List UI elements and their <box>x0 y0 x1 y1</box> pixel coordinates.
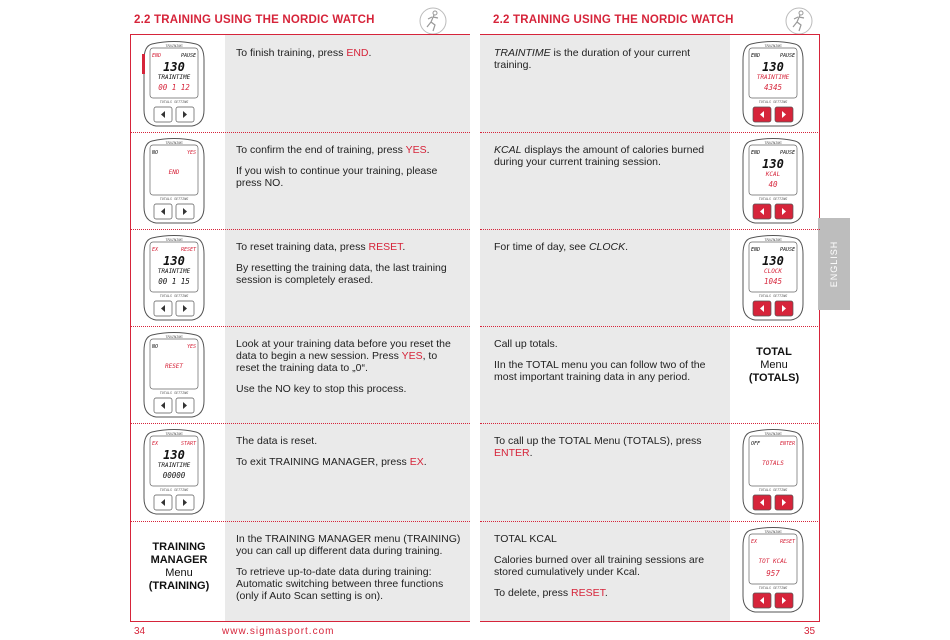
instruction-paragraph <box>236 533 462 557</box>
runner-icon <box>418 6 448 36</box>
menu-label-line: TOTAL <box>756 346 792 358</box>
instruction-text <box>236 435 462 477</box>
text-run: . <box>625 241 629 253</box>
text-run: To finish training, press <box>236 47 347 59</box>
text-run: To reset training data, press <box>236 241 369 253</box>
row-divider <box>130 132 470 133</box>
watch-bottom-value: 00 1 12 <box>158 83 190 92</box>
watch-top-label: TRAINING <box>165 44 183 48</box>
instruction-paragraph <box>236 165 462 189</box>
watch-right-label: YES <box>186 344 196 350</box>
instruction-paragraph <box>236 435 462 447</box>
watch-mid-label: TOT KCAL <box>758 558 788 565</box>
text-run: . <box>426 144 430 156</box>
watch-right-label: ENTER <box>779 441 795 447</box>
watch-right-label: PAUSE <box>180 53 196 59</box>
key-name: EX <box>409 456 424 468</box>
watch-mid-label: TOTALS <box>762 460 784 467</box>
watch-mid-label: CLOCK <box>763 268 783 275</box>
key-name: ENTER <box>494 447 530 459</box>
text-run: For time of day, see <box>494 241 589 253</box>
text-run: is the duration of your current training. <box>494 47 691 71</box>
instruction-paragraph <box>494 359 720 383</box>
key-name: YES <box>405 144 427 156</box>
watch-big-value: 130 <box>163 448 185 462</box>
text-run: , to reset the training data to „0“. <box>236 350 438 374</box>
watch-big-value: 130 <box>762 60 784 74</box>
watch-big-value: 130 <box>762 157 784 171</box>
watch-footer-label: TOTALS SETTING <box>159 488 189 492</box>
watch-right-label: RESET <box>779 539 795 545</box>
instruction-text <box>236 338 462 404</box>
watch-left-label: END <box>751 53 761 59</box>
watch-display <box>741 526 805 614</box>
text-run: To retrieve up-to-date data during training: Automatic switching between three functions (only if Auto Scan setting is on). <box>236 566 444 602</box>
text-run: . <box>368 47 372 59</box>
menu-label <box>734 346 814 385</box>
watch-mid-label: KCAL <box>765 171 781 178</box>
instruction-paragraph <box>494 241 720 253</box>
watch-top-label: TRAINING <box>165 238 183 242</box>
text-run: Call up totals. <box>494 338 558 350</box>
watch-display <box>142 331 206 419</box>
text-run: If you wish to continue your training, please press NO. <box>236 165 438 189</box>
row-divider <box>130 521 470 522</box>
row-divider <box>480 132 820 133</box>
watch-mid-label: TRAINTIME <box>756 74 790 81</box>
watch-left-label: EX <box>152 441 159 447</box>
text-run: In the TRAINING MANAGER menu (TRAINING) you can call up different data during training. <box>236 533 461 557</box>
instruction-paragraph <box>236 338 462 374</box>
watch-footer-label: TOTALS SETTING <box>758 586 788 590</box>
watch-bottom-value: 40 <box>768 180 778 189</box>
text-run: IIn the TOTAL menu you can follow two of the most important training data in any period. <box>494 359 706 383</box>
watch-top-label: TRAINING <box>764 432 782 436</box>
instruction-text <box>494 47 720 80</box>
watch-footer-label: TOTALS SETTING <box>159 100 189 104</box>
menu-label-line: TRAINING <box>152 541 206 553</box>
watch-bottom-value: 1045 <box>763 277 783 286</box>
watch-display <box>142 40 206 128</box>
instruction-paragraph <box>236 47 462 59</box>
watch-footer-label: TOTALS SETTING <box>758 488 788 492</box>
instruction-paragraph <box>494 435 720 459</box>
row-divider <box>480 229 820 230</box>
menu-label-line: Menu <box>760 359 788 371</box>
row-divider <box>130 229 470 230</box>
instruction-paragraph <box>494 554 720 578</box>
watch-left-label: END <box>751 150 761 156</box>
instruction-paragraph <box>494 144 720 168</box>
watch-left-label: END <box>152 53 162 59</box>
watch-right-label: START <box>180 441 196 447</box>
watch-bottom-value: 957 <box>766 569 780 578</box>
watch-right-label: PAUSE <box>779 53 795 59</box>
instruction-paragraph <box>494 338 720 350</box>
watch-top-label: TRAINING <box>764 44 782 48</box>
watch-mid-label: RESET <box>164 363 184 370</box>
instruction-text <box>494 338 720 392</box>
row-divider <box>130 326 470 327</box>
right-page-number: 35 <box>804 626 816 637</box>
watch-right-label: PAUSE <box>779 247 795 253</box>
text-run: To delete, press <box>494 587 572 599</box>
row-divider <box>480 521 820 522</box>
watch-right-label: YES <box>186 150 196 156</box>
watch-mid-label: TRAINTIME <box>157 462 191 469</box>
text-run: The data is reset. <box>236 435 318 447</box>
instruction-text <box>494 435 720 468</box>
left-header: 2.2 TRAINING USING THE NORDIC WATCH <box>134 14 375 26</box>
text-run: Calories burned over all training sessions are stored cumulatively under Kcal. <box>494 554 705 578</box>
watch-big-value: 130 <box>163 60 185 74</box>
instruction-text <box>494 144 720 177</box>
instruction-paragraph <box>236 241 462 253</box>
watch-display <box>741 40 805 128</box>
text-run: TOTAL KCAL <box>494 533 557 545</box>
watch-footer-label: TOTALS SETTING <box>758 294 788 298</box>
text-run: . <box>423 456 427 468</box>
watch-mid-label: TRAINTIME <box>157 268 191 275</box>
watch-right-label: RESET <box>180 247 196 253</box>
row-divider <box>480 423 820 424</box>
instruction-paragraph <box>494 533 720 545</box>
watch-bottom-value: 00 1 15 <box>158 277 190 286</box>
row-divider <box>480 326 820 327</box>
watch-display <box>142 137 206 225</box>
watch-display <box>741 234 805 322</box>
text-run: By resetting the training data, the last training session is completely erased. <box>236 262 447 286</box>
watch-footer-label: TOTALS SETTING <box>159 391 189 395</box>
watch-top-label: TRAINING <box>165 335 183 339</box>
instruction-text <box>494 241 720 262</box>
watch-left-label: END <box>751 247 761 253</box>
key-name: YES <box>401 350 423 362</box>
watch-footer-label: TOTALS SETTING <box>758 100 788 104</box>
instruction-text <box>236 144 462 198</box>
watch-left-label: OFF <box>751 441 761 447</box>
key-name: RESET <box>571 587 605 599</box>
menu-label-line: (TOTALS) <box>748 372 800 384</box>
menu-label-line: (TRAINING) <box>148 580 210 592</box>
watch-left-label: EX <box>152 247 159 253</box>
runner-icon <box>784 6 814 36</box>
instruction-paragraph <box>236 383 462 395</box>
text-run: To call up the TOTAL Menu (TOTALS), press <box>494 435 702 447</box>
watch-left-label: NO <box>152 150 159 156</box>
watch-display <box>142 428 206 516</box>
instruction-text <box>236 47 462 68</box>
text-run: To confirm the end of training, press <box>236 144 406 156</box>
function-name: KCAL <box>494 144 522 156</box>
instruction-text <box>236 533 462 611</box>
text-run: Use the NO key to stop this process. <box>236 383 407 395</box>
text-run: . <box>604 587 608 599</box>
right-header: 2.2 TRAINING USING THE NORDIC WATCH <box>493 14 734 26</box>
menu-label-line: MANAGER <box>150 554 208 566</box>
watch-top-label: TRAINING <box>165 141 183 145</box>
instruction-paragraph <box>494 47 720 71</box>
menu-label <box>136 541 222 593</box>
instruction-paragraph <box>236 566 462 602</box>
watch-display <box>741 428 805 516</box>
language-tab-label: ENGLISH <box>829 240 839 288</box>
watch-top-label: TRAINING <box>764 530 782 534</box>
instruction-paragraph <box>236 456 462 468</box>
row-divider <box>130 423 470 424</box>
language-tab <box>818 218 850 310</box>
text-run: To exit TRAINING MANAGER, press <box>236 456 410 468</box>
text-run: displays the amount of calories burned during your current training session. <box>494 144 705 168</box>
watch-big-value: 130 <box>163 254 185 268</box>
instruction-paragraph <box>236 262 462 286</box>
watch-footer-label: TOTALS SETTING <box>159 197 189 201</box>
function-name: CLOCK <box>588 241 626 253</box>
left-page-number: 34 <box>134 626 146 637</box>
instruction-paragraph <box>494 587 720 599</box>
watch-top-label: TRAINING <box>764 141 782 145</box>
function-name: TRAINTIME <box>494 47 551 59</box>
watch-right-label: PAUSE <box>779 150 795 156</box>
watch-top-label: TRAINING <box>764 238 782 242</box>
watch-top-label: TRAINING <box>165 432 183 436</box>
text-run: . <box>529 447 533 459</box>
watch-bottom-value: 00000 <box>162 471 186 480</box>
watch-display <box>142 234 206 322</box>
text-run: Look at your training data before you reset the data to begin a new session. Press <box>236 338 451 362</box>
menu-label-line: Menu <box>165 567 193 579</box>
watch-mid-label: TRAINTIME <box>157 74 191 81</box>
instruction-text <box>494 533 720 608</box>
key-name: RESET <box>368 241 403 253</box>
instruction-text <box>236 241 462 295</box>
instruction-paragraph <box>236 144 462 156</box>
watch-big-value: 130 <box>762 254 784 268</box>
text-run: . <box>402 241 406 253</box>
watch-left-label: NO <box>152 344 159 350</box>
url-footer: www.sigmasport.com <box>222 626 335 637</box>
side-button-mark <box>142 54 145 74</box>
watch-footer-label: TOTALS SETTING <box>758 197 788 201</box>
watch-footer-label: TOTALS SETTING <box>159 294 189 298</box>
watch-mid-label: END <box>168 169 180 176</box>
watch-left-label: EX <box>751 539 758 545</box>
watch-display <box>741 137 805 225</box>
key-name: END <box>346 47 369 59</box>
watch-bottom-value: 4345 <box>763 83 783 92</box>
